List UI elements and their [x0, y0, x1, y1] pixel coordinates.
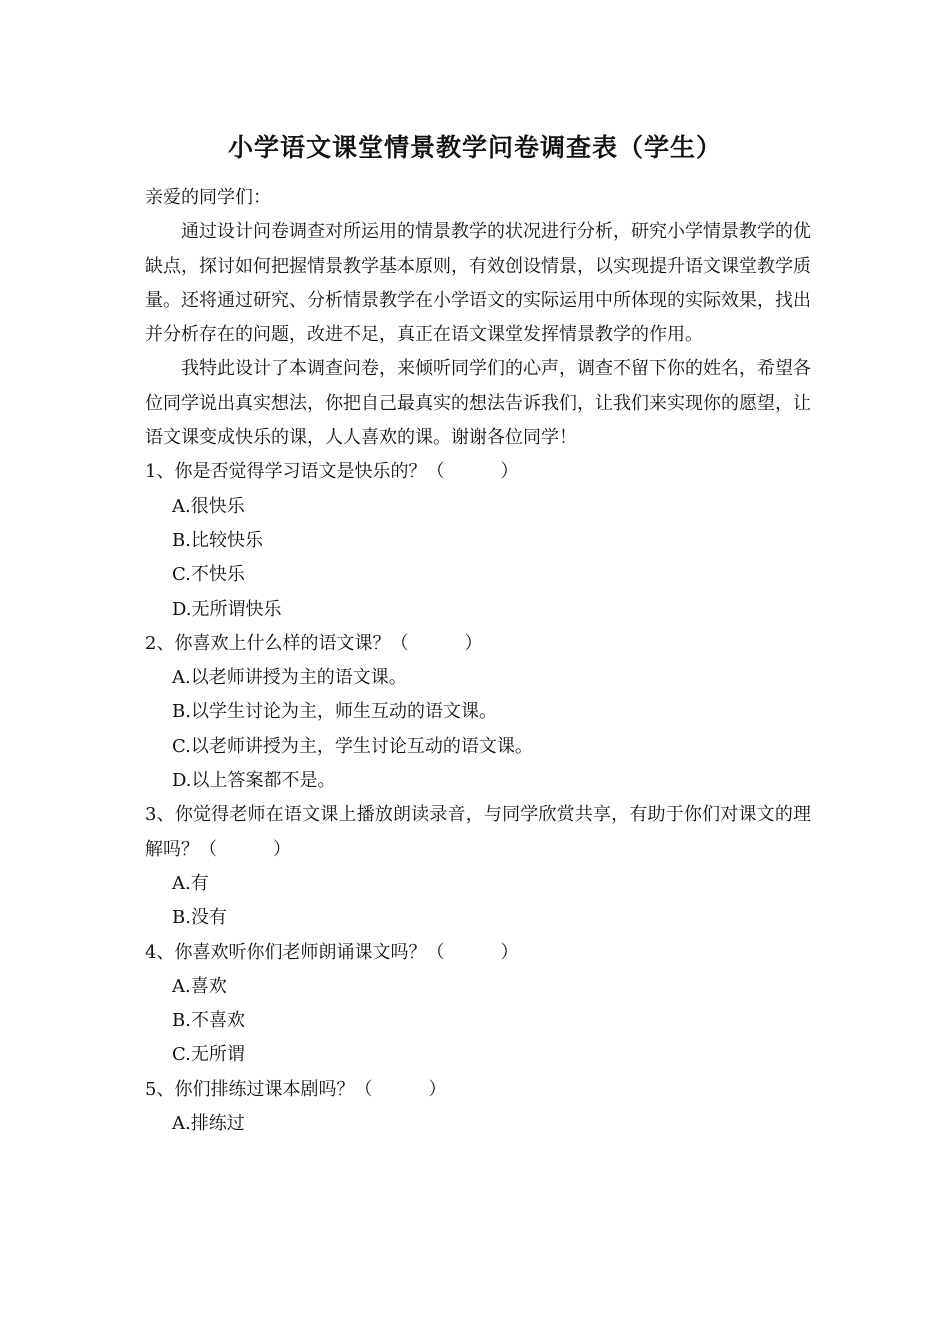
question-close: ） [500, 941, 519, 963]
question-stem [145, 1073, 811, 1107]
question-option: B.以学生讨论为主，师生互动的语文课。 [172, 701, 497, 723]
question-close: ） [428, 1078, 447, 1100]
question-option: A.排练过 [172, 1113, 245, 1135]
question-close: ） [464, 632, 483, 654]
question-option: A.喜欢 [172, 975, 227, 997]
question-stem [145, 936, 811, 970]
question-option: B.没有 [172, 907, 227, 929]
question-option: A.以老师讲授为主的语文课。 [172, 667, 407, 689]
question-close: ） [500, 461, 519, 483]
question-stem [145, 455, 811, 489]
question-text: 4、你喜欢听你们老师朗诵课文吗？（ [145, 941, 445, 963]
question-text: 5、你们排练过课本剧吗？（ [145, 1078, 373, 1100]
question-option: D.以上答案都不是。 [172, 770, 336, 792]
question-option: C.以老师讲授为主，学生讨论互动的语文课。 [172, 735, 533, 757]
question-option: C.无所谓 [172, 1044, 245, 1066]
document-body [145, 181, 811, 1141]
question-stem [145, 798, 811, 867]
greeting: 亲爱的同学们： [145, 187, 271, 208]
intro-paragraph: 通过设计问卷调查对所运用的情景教学的状况进行分析，研究小学情景教学的优缺点，探讨如何把握情景教学基本原则，有效创设情景，以实现提升语文课堂教学质量。还将通过研究、分析情景教学在小学语文的实际运用中所体现的实际效果，找出并分析存在的问题，改进不足，真正在语文课堂发挥情景教学的作用。 [145, 221, 811, 346]
question-text: 2、你喜欢上什么样的语文课？（ [145, 632, 409, 654]
question-close: ） [273, 838, 291, 860]
question-text: 3、你觉得老师在语文课上播放朗读录音，与同学欣赏共享，有助于你们对课文的理解吗？（ [145, 804, 811, 860]
question-text: 1、你是否觉得学习语文是快乐的？（ [145, 461, 445, 483]
question-option: B.比较快乐 [172, 529, 263, 551]
question-option: C.不快乐 [172, 564, 245, 586]
page-title: 小学语文课堂情景教学问卷调查表（学生） [227, 133, 722, 162]
question-option: D.无所谓快乐 [172, 598, 282, 620]
question-option: A.有 [172, 872, 209, 894]
question-stem [145, 627, 811, 661]
question-option: A.很快乐 [172, 495, 245, 517]
question-option: B.不喜欢 [172, 1010, 245, 1032]
intro-paragraph: 我特此设计了本调查问卷，来倾听同学们的心声，调查不留下你的姓名，希望各位同学说出真实想法，你把自己最真实的想法告诉我们，让我们来实现你的愿望，让语文课变成快乐的课，人人喜欢的课。谢谢各位同学！ [145, 358, 811, 449]
